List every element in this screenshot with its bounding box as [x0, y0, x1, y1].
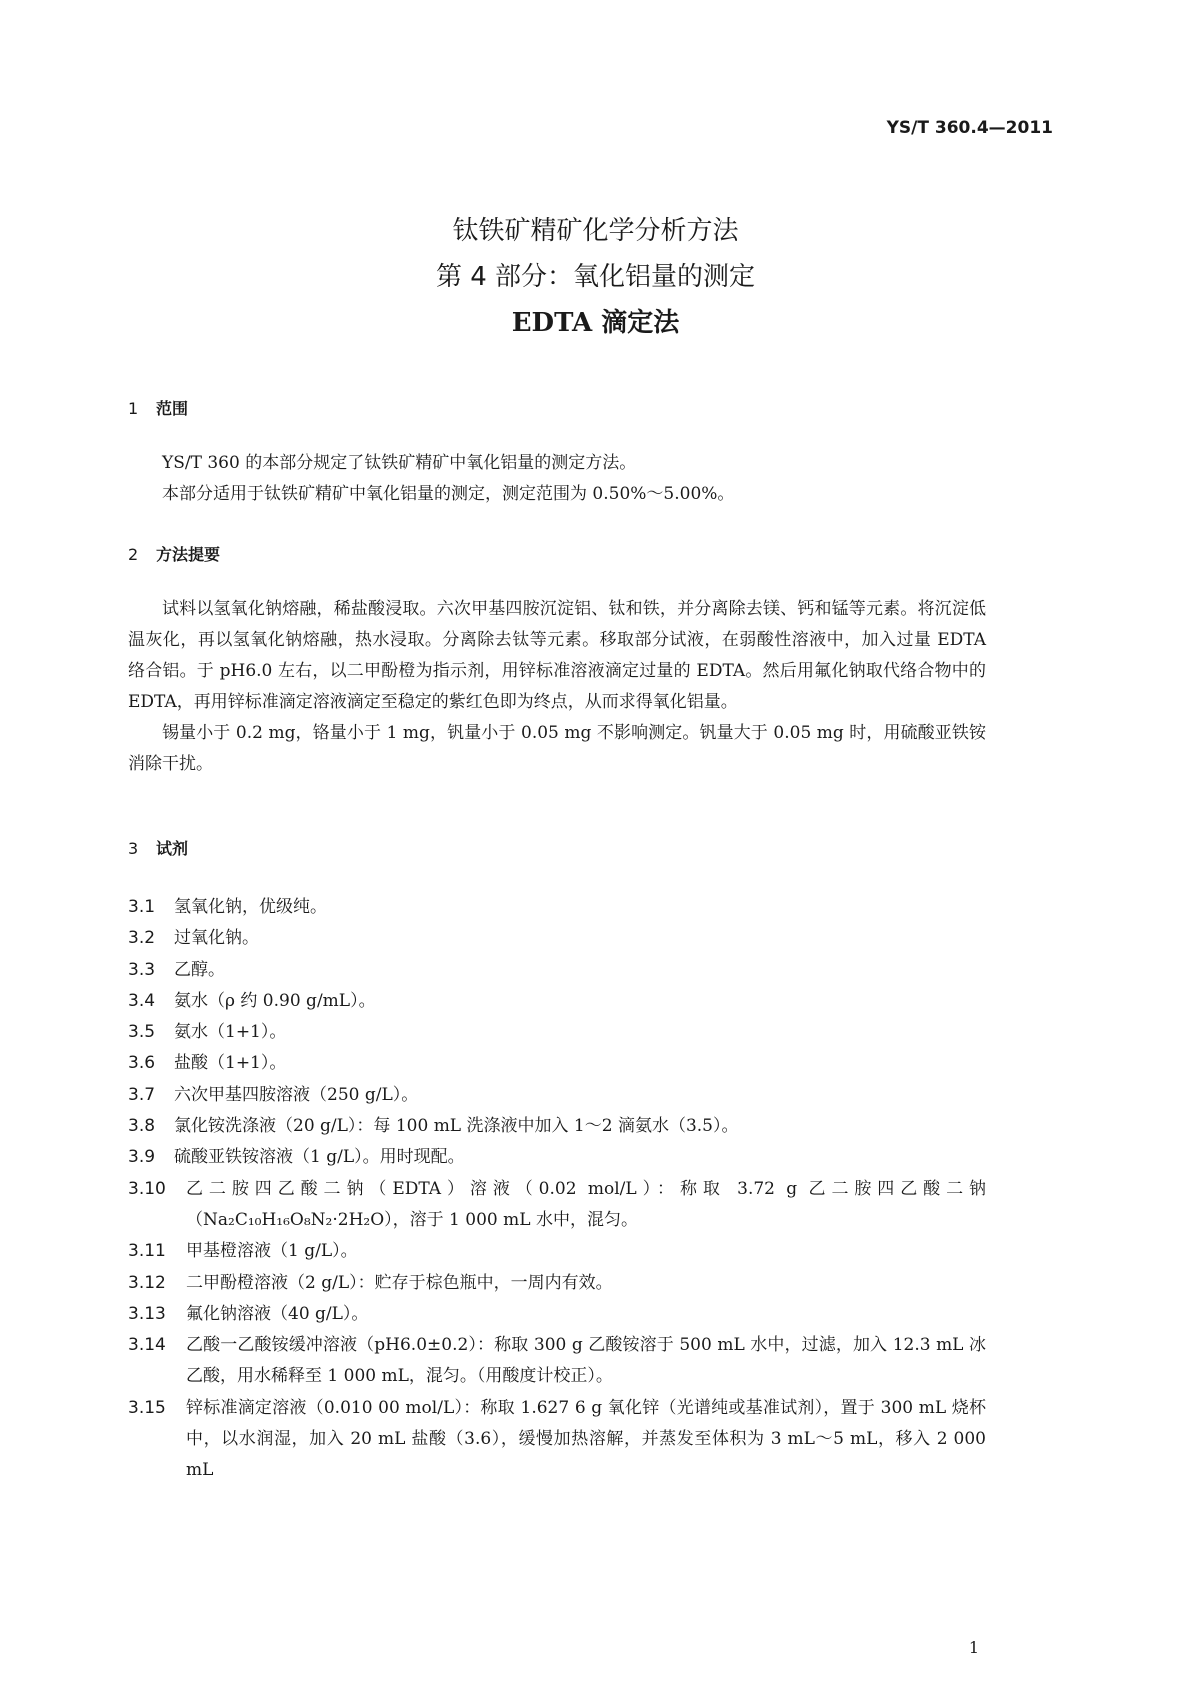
item-text: 乙酸一乙酸铵缓冲溶液（pH6.0±0.2）：称取 300 g 乙酸铵溶于 500 mL 水中，过滤，加入 12.3 mL 冰乙酸，用水稀释至 1 000 mL，混匀。（用酸度计校正）。 — [186, 1335, 986, 1387]
section-1-heading — [128, 396, 188, 419]
item-text: 锌标准滴定溶液（0.010 00 mol/L）：称取 1.627 6 g 氧化锌（光谱纯或基准试剂），置于 300 mL 烧杯中，以水润湿，加入 20 mL 盐酸（3.6），缓慢加热溶解，并蒸发至体积为 3 mL～5 mL，移入 2 000 mL — [186, 1397, 986, 1481]
item-number: 3.5 — [128, 1022, 156, 1043]
item-number: 3.14 — [128, 1335, 166, 1356]
item-number: 3.1 — [128, 897, 156, 917]
list-item — [128, 1080, 986, 1111]
section-1-body — [128, 448, 986, 510]
title-line-2: 第 4 部分：氧化铝量的测定 — [435, 262, 756, 292]
paragraph: YS/T 360 的本部分规定了钛铁矿精矿中氧化铝量的测定方法。 — [162, 453, 637, 473]
section-number: 1 — [128, 399, 139, 418]
list-item — [128, 1236, 986, 1267]
list-item — [128, 923, 986, 954]
reagent-list — [128, 892, 986, 1487]
item-text: 氨水（1+1）。 — [174, 1022, 287, 1043]
list-item — [128, 1268, 986, 1299]
list-item — [128, 1048, 986, 1079]
section-title: 范围 — [156, 399, 189, 418]
list-item — [128, 1111, 986, 1142]
item-number: 3.7 — [128, 1084, 156, 1105]
section-3-heading — [128, 836, 188, 859]
item-number: 3.9 — [128, 1147, 156, 1168]
item-text: 氯化铵洗涤液（20 g/L）：每 100 mL 洗涤液中加入 1～2 滴氨水（3.5）。 — [174, 1116, 739, 1137]
section-title: 试剂 — [156, 839, 189, 858]
list-item — [128, 1017, 986, 1048]
item-text: 氟化钠溶液（40 g/L）。 — [186, 1303, 369, 1324]
item-number: 3.6 — [128, 1053, 156, 1074]
item-text: 二甲酚橙溶液（2 g/L）：贮存于棕色瓶中，一周内有效。 — [186, 1272, 613, 1293]
title-line-1: 钛铁矿精矿化学分析方法 — [452, 216, 739, 246]
document-title — [0, 208, 1191, 346]
list-item — [128, 1330, 986, 1393]
item-text: 硫酸亚铁铵溶液（1 g/L）。用时现配。 — [174, 1147, 465, 1168]
item-text: 乙醇。 — [174, 959, 225, 980]
section-number: 3 — [128, 839, 139, 858]
paragraph: 试料以氢氧化钠熔融，稀盐酸浸取。六次甲基四胺沉淀铝、钛和铁，并分离除去镁、钙和锰等元素。将沉淀低温灰化，再以氢氧化钠熔融，热水浸取。分离除去钛等元素。移取部分试液，在弱酸性溶液中，加入过量 EDTA 络合铝。于 pH6.0 左右，以二甲酚橙为指示剂，用锌标准溶液滴定过量的 EDTA。然后用氟化钠取代络合物中的 EDTA，再用锌标准滴定溶液滴定至稳定的紫红色即为终点，从而求得氧化铝量。 — [128, 599, 986, 712]
title-line-3: EDTA 滴定法 — [511, 308, 680, 338]
item-text: 甲基橙溶液（1 g/L）。 — [186, 1241, 358, 1262]
list-item — [128, 1174, 986, 1237]
list-item — [128, 955, 986, 986]
section-2-body — [128, 594, 986, 780]
list-item — [128, 986, 986, 1017]
paragraph: 锡量小于 0.2 mg，铬量小于 1 mg，钒量小于 0.05 mg 不影响测定。钒量大于 0.05 mg 时，用硫酸亚铁铵消除干扰。 — [128, 723, 986, 774]
item-number: 3.11 — [128, 1241, 166, 1262]
list-item — [128, 1393, 986, 1487]
item-text: 乙二胺四乙酸二钠（EDTA）溶液（0.02 mol/L）：称取 3.72 g 乙二胺四乙酸二钠（Na₂C₁₀H₁₆O₈N₂·2H₂O），溶于 1 000 mL 水中，混匀。 — [186, 1178, 986, 1230]
document-code: YS/T 360.4—2011 — [886, 118, 1053, 138]
list-item — [128, 892, 986, 923]
item-number: 3.10 — [128, 1178, 166, 1199]
item-text: 过氧化钠。 — [174, 928, 259, 949]
section-2-heading — [128, 542, 220, 565]
item-text: 盐酸（1+1）。 — [174, 1053, 287, 1074]
item-number: 3.4 — [128, 990, 156, 1011]
page-number: 1 — [968, 1638, 979, 1657]
item-number: 3.8 — [128, 1116, 156, 1137]
item-text: 氨水（ρ 约 0.90 g/mL）。 — [174, 990, 376, 1011]
item-number: 3.15 — [128, 1397, 166, 1418]
item-text: 六次甲基四胺溶液（250 g/L）。 — [174, 1084, 419, 1105]
section-title: 方法提要 — [156, 545, 221, 564]
section-number: 2 — [128, 545, 139, 564]
item-number: 3.3 — [128, 959, 156, 980]
list-item — [128, 1142, 986, 1173]
list-item — [128, 1299, 986, 1330]
item-number: 3.12 — [128, 1272, 166, 1293]
item-number: 3.13 — [128, 1303, 166, 1324]
paragraph: 本部分适用于钛铁矿精矿中氧化铝量的测定，测定范围为 0.50%～5.00%。 — [162, 484, 735, 504]
item-text: 氢氧化钠，优级纯。 — [174, 897, 327, 917]
item-number: 3.2 — [128, 928, 156, 949]
